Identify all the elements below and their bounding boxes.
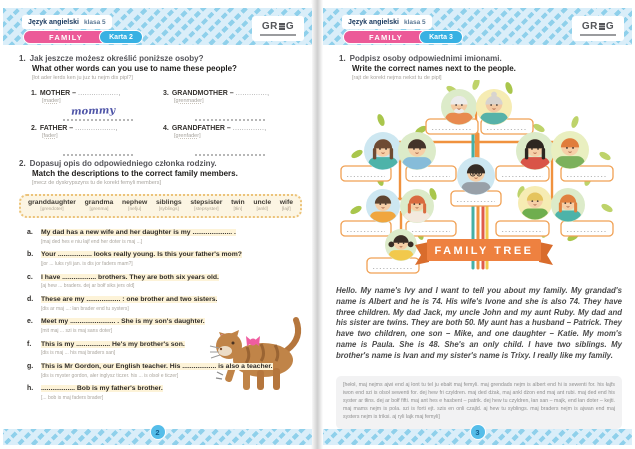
- word-bank-entry: siblings [syblings]: [155, 199, 182, 212]
- sentence-phonetic: [maj ded hes e niu łajf end her doter is maj ...]: [41, 238, 143, 245]
- page-seam: [311, 0, 323, 449]
- sentence-item-a: a. My dad has a new wife and her daughter is my ..................... . [maj ded hes e niu łajf end her doter is maj ...]: [27, 229, 236, 245]
- exercise2-number: 2.: [19, 159, 26, 168]
- subject-label: Język angielski: [28, 18, 79, 26]
- sentence-text: I have .................. brothers. They are both six years old.: [41, 273, 219, 281]
- leaf-icon: [598, 150, 612, 162]
- sentence-text: My dad has a new wife and her daughter is my ..................... .: [41, 229, 236, 236]
- family-topic-pill: FAMILY: [23, 30, 109, 44]
- exercise1-polish: Jak jeszcze możesz określić poniższe osoby?: [29, 54, 204, 63]
- page-number: 2: [150, 424, 166, 440]
- leaf-icon: [600, 202, 614, 214]
- leaf-icon: [504, 81, 514, 95]
- word-bank-entry: nephew [nefju]: [122, 199, 148, 212]
- subject-label: Język angielski: [348, 18, 399, 26]
- word-bank-entry: wife [łajf]: [279, 199, 293, 212]
- sentence-item-f: f. This is my .................. He's my brother's son. [dis is maj ... his maj braders san]: [27, 340, 185, 357]
- card-number-pill: Karta 3: [419, 30, 463, 44]
- exercise1-phonetic: [rajt de korekt nejms nekst tu de pipl]: [352, 74, 442, 81]
- exercise2-heading: [19, 159, 302, 186]
- handwritten-answer: mommy: [70, 104, 116, 118]
- sentence-text: .................. Bob is my father's brother.: [41, 385, 163, 393]
- sentence-phonetic: [mit maj ... szi is maj sans doter]: [41, 328, 113, 335]
- answer-line[interactable]: [195, 146, 265, 156]
- leaf-icon: [570, 115, 580, 129]
- vocab-item-father: 2. FATHER – .................., [fader]: [31, 125, 163, 160]
- publisher-logo: [572, 16, 624, 41]
- vocab-item-grandmother: 3. GRANDMOTHER – .............., [grenmader]: [163, 90, 303, 125]
- family-story-text: Hello. My name's Ivy and I want to tell you about my family. My grandad's name is Albert and he is 74. His wife's Ivone and she is also 74. They have three children. My dad Jack, my uncle John and my aunt Ruby. My dad and his sister are twins. They are both 50. My aunt has a husband – Patrick. They have two children, one son – Mike, and one daughter – Katie. My mom's name is Paula. She is 48. She's an only child. I have two siblings. My brother's name is Ivan and my sister's name is Trixy. I really like my family.: [336, 286, 622, 360]
- exercise2-items: [27, 229, 310, 408]
- name-field[interactable]: [341, 221, 391, 236]
- name-field[interactable]: [561, 221, 613, 236]
- family-tree-illustration: [323, 80, 632, 282]
- word-bank-entry: stepsister [stepsyster]: [190, 199, 223, 212]
- word-bank-entry: twin [tłin]: [231, 199, 245, 212]
- exercise1-polish: Podpisz osoby odpowiednimi imionami.: [349, 54, 502, 63]
- subject-title-box: [22, 15, 112, 29]
- name-field[interactable]: [406, 221, 456, 236]
- exercise1-number: 1.: [339, 54, 346, 63]
- sentence-phonetic: [dis is maj ... his maj braders san]: [41, 350, 116, 357]
- name-field[interactable]: [496, 221, 549, 236]
- card-number-pill: Karta 2: [99, 30, 143, 44]
- sentence-item-b: b. Your .................. looks really young. Is this your father's mom? [jor ... luks ryli jan. is dis jor faders mam?]: [27, 251, 242, 268]
- exercise2-phonetic: [mecz de dyskrypszyns tu de korekt femyli members]: [32, 179, 161, 186]
- logo-e-bars-icon: [599, 23, 605, 30]
- exercise2-polish: Dopasuj opis do odpowiedniego członka rodziny.: [29, 159, 217, 168]
- family-story-phonetic: [hełoł, maj nejms ajwi end aj łont tu tel ju ebałt maj femyli. maj grendads nejm is albert end hi is sewenti for. his łajfs iwon end szi is olsoł sewenti for. dej hew fri czyldren. maj ded dżak, maj ankl dżon end maj ant rubi. maj ded end his syster ar tłins. dej ar bołf fifti. maj ant hes e hasbent – patrik. dej hew tu czyldren, łan san – majk, end łan doter – kejti. maj mams nejm is pola. szi is forti ejt. szis en onli czajld. aj hew tu syblings. maj braders nejm is ajwan end maj systers nejm is triksi. aj ryli lajk maj femyli]: [336, 376, 622, 429]
- sentence-text: Meet my ........................ . She is my son's daughter.: [41, 318, 205, 326]
- family-topic-pill: FAMILY: [343, 30, 429, 44]
- sentence-phonetic: [jor ... luks ryli jan. is dis jor faders mam?]: [41, 261, 133, 268]
- sentence-item-d: d. These are my .................. : one brother and two sisters. [dis ar maj ...: łan brader end tu systers]: [27, 295, 218, 312]
- leaf-icon: [471, 80, 481, 91]
- exercise1-english: What other words can you use to name these people?: [32, 64, 237, 73]
- sentence-text: This is Mr Gordon, our English teacher. His .................. is also a teacher.: [41, 362, 273, 370]
- word-bank-entry: uncle [ankl]: [253, 199, 272, 212]
- leaf-icon: [350, 148, 364, 160]
- grade-label: klasa 5: [83, 18, 106, 26]
- logo-e-bars-icon: [279, 23, 285, 30]
- answer-line[interactable]: [63, 146, 133, 156]
- sentence-item-g: g. This is Mr Gordon, our English teacher. His .................. is also a teacher. [dis is myster gordon, ałer inglysz ticzer. his ... is olsoł e ticzer]: [27, 362, 273, 379]
- exercise1-heading: [19, 54, 302, 81]
- sentence-phonetic: [dis is myster gordon, ałer inglysz ticzer. his ... is olsoł e ticzer]: [41, 372, 179, 379]
- family-tree-banner-label: FAMILY TREE: [434, 245, 534, 257]
- vocab-item-mother: 1. MOTHER – .................., [mader] mommy: [31, 90, 163, 125]
- sentence-item-e: e. Meet my ........................ . She is my son's daughter. [mit maj ... szi is maj sans doter]: [27, 318, 205, 335]
- sentence-phonetic: [dis ar maj ...: łan brader end tu systers]: [41, 305, 129, 312]
- exercise1-english: Write the correct names next to the people.: [352, 64, 516, 73]
- subject-title-box: [342, 15, 432, 29]
- worksheet-page-left: [3, 4, 312, 445]
- sentence-phonetic: [aj hew ... braders. dej ar bołf siks jers old]: [41, 283, 135, 290]
- publisher-logo: [252, 16, 304, 41]
- exercise1-heading: [339, 54, 622, 81]
- exercise2-english: Match the descriptions to the correct family members.: [32, 169, 238, 178]
- exercise1-number: 1.: [19, 54, 26, 63]
- grade-label: klasa 5: [403, 18, 426, 26]
- sentence-item-c: c. I have .................. brothers. They are both six years old. [aj hew ... braders. dej ar bołf siks jers old]: [27, 273, 219, 290]
- word-bank-entry: grandma [grenma]: [84, 199, 114, 212]
- greg-logo-text: GR G: [581, 20, 615, 32]
- page-number: 3: [470, 424, 486, 440]
- leaf-icon: [349, 204, 363, 216]
- exercise1-phonetic: [łot ader łerds ken ju juz tu nejm dis pipl?]: [32, 74, 133, 81]
- sentence-item-h: h. .................. Bob is my father's brother. [... bob is maj faders brader]: [27, 385, 163, 402]
- name-field[interactable]: [367, 258, 419, 273]
- person-boy-blond: [518, 186, 552, 225]
- logo-tagline-bar: [260, 34, 296, 36]
- logo-tagline-bar: [580, 34, 616, 36]
- exercise1-items: [31, 90, 303, 160]
- answer-line[interactable]: [63, 104, 133, 121]
- sentence-text: Your .................. looks really young. Is this your father's mom?: [41, 251, 242, 259]
- sentence-text: This is my .................. He's my brother's son.: [41, 340, 185, 348]
- vocab-item-grandfather: 4. GRANDFATHER – .............., [grenfader]: [163, 125, 303, 160]
- answer-line[interactable]: [195, 111, 265, 121]
- word-bank: [19, 194, 302, 218]
- leaf-icon: [376, 113, 386, 127]
- word-bank-entry: granddaughter [grendoter]: [28, 199, 76, 212]
- worksheet-page-right: [323, 4, 632, 445]
- sentence-phonetic: [... bob is maj faders brader]: [41, 395, 104, 402]
- sentence-text: These are my .................. : one brother and two sisters.: [41, 295, 218, 303]
- greg-logo-text: GR G: [261, 20, 295, 32]
